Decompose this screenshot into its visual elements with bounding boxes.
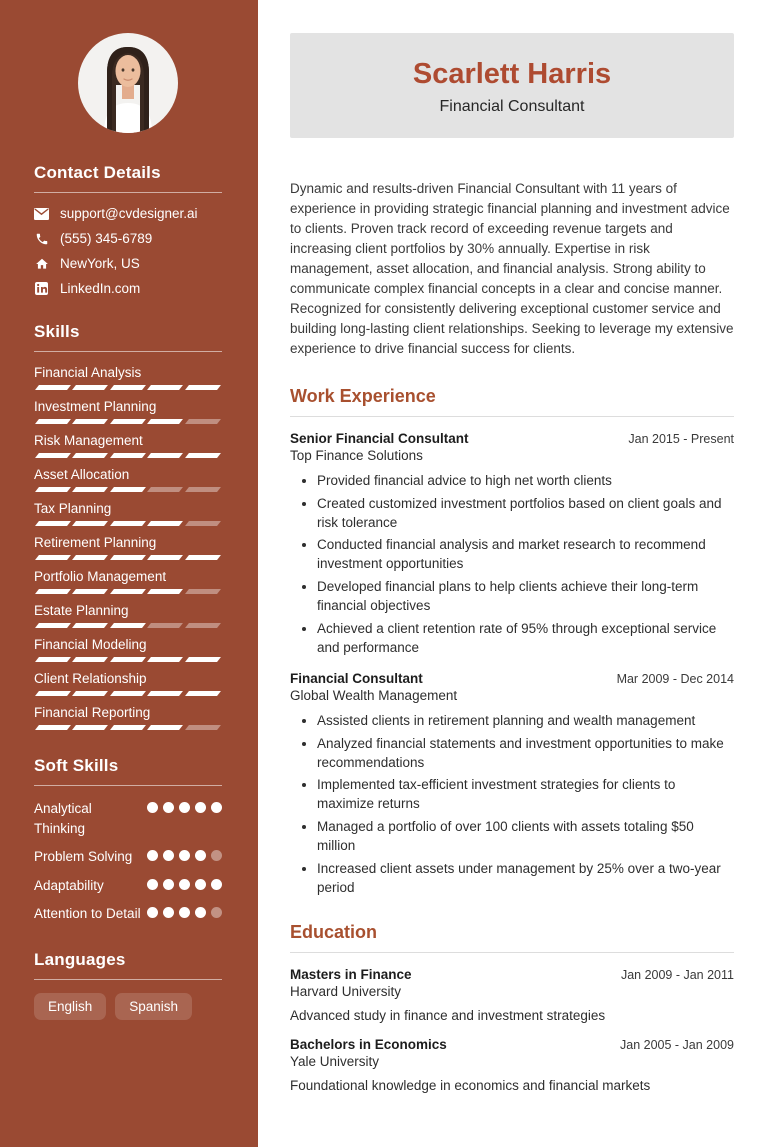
level-filled	[72, 691, 108, 696]
level-filled	[110, 453, 146, 458]
linkedin-icon	[34, 281, 49, 296]
work-experience-heading: Work Experience	[290, 386, 734, 417]
soft-skill-item	[34, 799, 222, 838]
languages-section	[34, 950, 222, 1020]
job-role: Financial Consultant	[290, 670, 423, 686]
level-filled	[110, 657, 146, 662]
level-filled	[35, 521, 71, 526]
level-filled	[72, 453, 108, 458]
skill-item	[34, 705, 222, 730]
level-filled	[72, 487, 108, 492]
skill-level-bar	[34, 385, 222, 390]
level-empty	[185, 521, 221, 526]
level-empty	[211, 850, 222, 861]
professional-summary: Dynamic and results-driven Financial Consultant with 11 years of experience in providing strategic financial planning and investment advice to clients. Proven track record of exceeding revenue targets and increasing client portfolios by 30% annually. Expertise in risk management, asset allocation, and financial analysis. Strong ability to communicate complex financial concepts in a clear and concise manner. Recognized for consistently delivering exceptional customer service and building long-lasting client relationships. Seeking to leverage my extensive experience to drive financial success for clients.	[290, 181, 734, 356]
level-filled	[110, 385, 146, 390]
job-dates: Mar 2009 - Dec 2014	[616, 671, 734, 686]
level-filled	[195, 907, 206, 918]
education-degree: Masters in Finance	[290, 966, 412, 982]
languages-heading: Languages	[34, 950, 222, 980]
level-filled	[72, 589, 108, 594]
level-filled	[147, 555, 183, 560]
skill-label: Tax Planning	[34, 501, 112, 516]
skill-item	[34, 399, 222, 424]
level-filled	[147, 802, 158, 813]
skill-level-bar	[34, 657, 222, 662]
level-filled	[147, 691, 183, 696]
level-filled	[147, 850, 158, 861]
level-empty	[185, 419, 221, 424]
education-description: Advanced study in finance and investment strategies	[290, 1007, 606, 1023]
level-filled	[185, 555, 221, 560]
job-dates: Jan 2015 - Present	[628, 431, 734, 446]
level-filled	[35, 487, 71, 492]
contact-location-text: NewYork, US	[60, 256, 140, 271]
phone-icon	[34, 231, 49, 246]
level-filled	[35, 589, 71, 594]
skill-item	[34, 569, 222, 594]
level-filled	[147, 453, 183, 458]
level-filled	[35, 555, 71, 560]
language-pill: Spanish	[115, 993, 192, 1020]
skill-item	[34, 433, 222, 458]
level-filled	[147, 879, 158, 890]
level-filled	[110, 691, 146, 696]
level-filled	[211, 802, 222, 813]
level-filled	[72, 555, 108, 560]
bullet-item: • Implemented tax-efficient investment strategies for clients to maximize returns	[317, 776, 734, 814]
skill-label: Risk Management	[34, 433, 143, 448]
skill-level-bar	[34, 521, 222, 526]
skill-level-bar	[34, 419, 222, 424]
soft-skill-label: Attention to Detail	[34, 906, 141, 922]
level-filled	[110, 623, 146, 628]
level-filled	[163, 850, 174, 861]
contact-section	[34, 163, 222, 296]
education-list	[290, 967, 734, 1093]
languages-list	[34, 993, 222, 1020]
level-filled	[72, 657, 108, 662]
job-entry	[290, 431, 734, 658]
contact-email-text: support@cvdesigner.ai	[60, 206, 198, 221]
level-filled	[185, 691, 221, 696]
skill-level-bar	[34, 555, 222, 560]
level-empty	[185, 725, 221, 730]
soft-skills-heading: Soft Skills	[34, 756, 222, 786]
skill-label: Portfolio Management	[34, 569, 167, 584]
education-school: Harvard University	[290, 983, 402, 999]
level-filled	[110, 419, 146, 424]
skill-level-bar	[34, 623, 222, 628]
skill-label: Asset Allocation	[34, 467, 130, 482]
contact-email-row	[34, 206, 222, 221]
level-filled	[179, 907, 190, 918]
name-header	[290, 33, 734, 138]
contact-linkedin-text: LinkedIn.com	[60, 281, 141, 296]
skill-label: Client Relationship	[34, 671, 147, 686]
level-empty	[211, 907, 222, 918]
soft-skill-item	[34, 904, 222, 924]
level-empty	[147, 487, 183, 492]
level-filled	[35, 453, 71, 458]
soft-skills-section	[34, 756, 222, 924]
level-filled	[110, 487, 146, 492]
level-filled	[110, 589, 146, 594]
email-icon	[34, 206, 49, 221]
skill-item	[34, 501, 222, 526]
level-filled	[163, 802, 174, 813]
profile-photo	[78, 33, 178, 133]
skill-label: Retirement Planning	[34, 535, 157, 550]
education-school: Yale University	[290, 1053, 380, 1069]
main-content	[258, 0, 768, 1147]
level-empty	[185, 589, 221, 594]
skill-level-bar	[34, 725, 222, 730]
skill-label: Financial Analysis	[34, 365, 142, 380]
job-company: Top Finance Solutions	[290, 447, 423, 463]
level-filled	[163, 907, 174, 918]
skill-item	[34, 467, 222, 492]
education-entry-head	[290, 967, 734, 982]
skill-level-bar	[34, 487, 222, 492]
level-filled	[147, 589, 183, 594]
job-bullets	[290, 712, 734, 898]
level-filled	[110, 725, 146, 730]
level-filled	[195, 802, 206, 813]
bullet-item: • Managed a portfolio of over 100 clients with assets totaling $50 million	[317, 818, 734, 856]
skill-item	[34, 603, 222, 628]
job-entry-head	[290, 671, 734, 686]
contact-phone-row	[34, 231, 222, 246]
skill-item	[34, 365, 222, 390]
profile-photo-illustration	[78, 33, 178, 133]
soft-skills-list	[34, 799, 222, 924]
skill-level-bar	[34, 589, 222, 594]
level-filled	[35, 419, 71, 424]
level-filled	[147, 725, 183, 730]
sidebar	[0, 0, 258, 1147]
bullet-item: • Conducted financial analysis and market research to recommend investment opportunities	[317, 536, 734, 574]
language-pill: English	[34, 993, 106, 1020]
level-filled	[185, 657, 221, 662]
skill-label: Financial Reporting	[34, 705, 151, 720]
contact-linkedin-row	[34, 281, 222, 296]
level-filled	[147, 385, 183, 390]
level-filled	[163, 879, 174, 890]
soft-skill-item	[34, 847, 222, 867]
education-entry	[290, 1037, 734, 1093]
skill-item	[34, 535, 222, 560]
level-filled	[179, 802, 190, 813]
skill-label: Investment Planning	[34, 399, 157, 414]
candidate-name: Scarlett Harris	[412, 58, 612, 90]
level-empty	[185, 623, 221, 628]
level-filled	[179, 879, 190, 890]
bullet-item: • Assisted clients in retirement planning and wealth management	[317, 712, 734, 731]
job-entry	[290, 671, 734, 898]
education-dates: Jan 2009 - Jan 2011	[620, 967, 734, 982]
level-filled	[35, 725, 71, 730]
skill-item	[34, 671, 222, 696]
soft-skill-label: Adaptability	[34, 877, 104, 893]
level-filled	[72, 725, 108, 730]
bullet-item: • Achieved a client retention rate of 95% through exceptional service and performance	[317, 620, 734, 658]
level-filled	[72, 623, 108, 628]
contact-heading: Contact Details	[34, 163, 222, 193]
contact-location-row	[34, 256, 222, 271]
soft-skill-item	[34, 876, 222, 896]
job-company: Global Wealth Management	[290, 687, 458, 703]
level-filled	[35, 691, 71, 696]
soft-skill-level-dots	[147, 847, 222, 867]
skill-label: Estate Planning	[34, 603, 129, 618]
bullet-item: • Analyzed financial statements and investment opportunities to make recommendations	[317, 735, 734, 773]
skills-section	[34, 322, 222, 730]
education-degree: Bachelors in Economics	[290, 1036, 447, 1052]
education-entry-head	[290, 1037, 734, 1052]
home-icon	[34, 256, 49, 271]
level-filled	[195, 850, 206, 861]
skills-list	[34, 365, 222, 730]
soft-skill-level-dots	[147, 904, 222, 924]
level-filled	[72, 521, 108, 526]
soft-skill-label: Analytical Thinking	[34, 801, 92, 836]
work-experience-section	[290, 386, 734, 898]
education-section	[290, 922, 734, 1093]
level-filled	[185, 453, 221, 458]
level-filled	[195, 879, 206, 890]
level-filled	[72, 419, 108, 424]
level-empty	[147, 623, 183, 628]
level-filled	[147, 907, 158, 918]
level-filled	[147, 657, 183, 662]
skill-label: Financial Modeling	[34, 637, 147, 652]
job-role: Senior Financial Consultant	[290, 430, 469, 446]
skill-item	[34, 637, 222, 662]
level-empty	[185, 487, 221, 492]
soft-skill-level-dots	[147, 799, 222, 838]
job-bullets	[290, 472, 734, 658]
level-filled	[179, 850, 190, 861]
job-entry-head	[290, 431, 734, 446]
bullet-item: • Developed financial plans to help clients achieve their long-term financial objectives	[317, 578, 734, 616]
jobs-list	[290, 431, 734, 898]
skills-heading: Skills	[34, 322, 222, 352]
soft-skill-label: Problem Solving	[34, 849, 133, 865]
level-filled	[185, 385, 221, 390]
candidate-title: Financial Consultant	[439, 98, 585, 115]
bullet-item: • Provided financial advice to high net worth clients	[317, 472, 734, 491]
soft-skill-level-dots	[147, 876, 222, 896]
level-filled	[72, 385, 108, 390]
education-heading: Education	[290, 922, 734, 953]
contact-phone-text: (555) 345-6789	[60, 231, 153, 246]
level-filled	[35, 385, 71, 390]
skill-level-bar	[34, 453, 222, 458]
education-entry	[290, 967, 734, 1023]
skill-level-bar	[34, 691, 222, 696]
level-filled	[211, 879, 222, 890]
education-dates: Jan 2005 - Jan 2009	[620, 1037, 734, 1052]
bullet-item: • Increased client assets under management by 25% over a two-year period	[317, 860, 734, 898]
education-description: Foundational knowledge in economics and financial markets	[290, 1077, 651, 1093]
level-filled	[35, 623, 71, 628]
bullet-item: • Created customized investment portfolios based on client goals and risk tolerance	[317, 495, 734, 533]
level-filled	[147, 521, 183, 526]
level-filled	[35, 657, 71, 662]
level-filled	[110, 555, 146, 560]
level-filled	[110, 521, 146, 526]
level-filled	[147, 419, 183, 424]
